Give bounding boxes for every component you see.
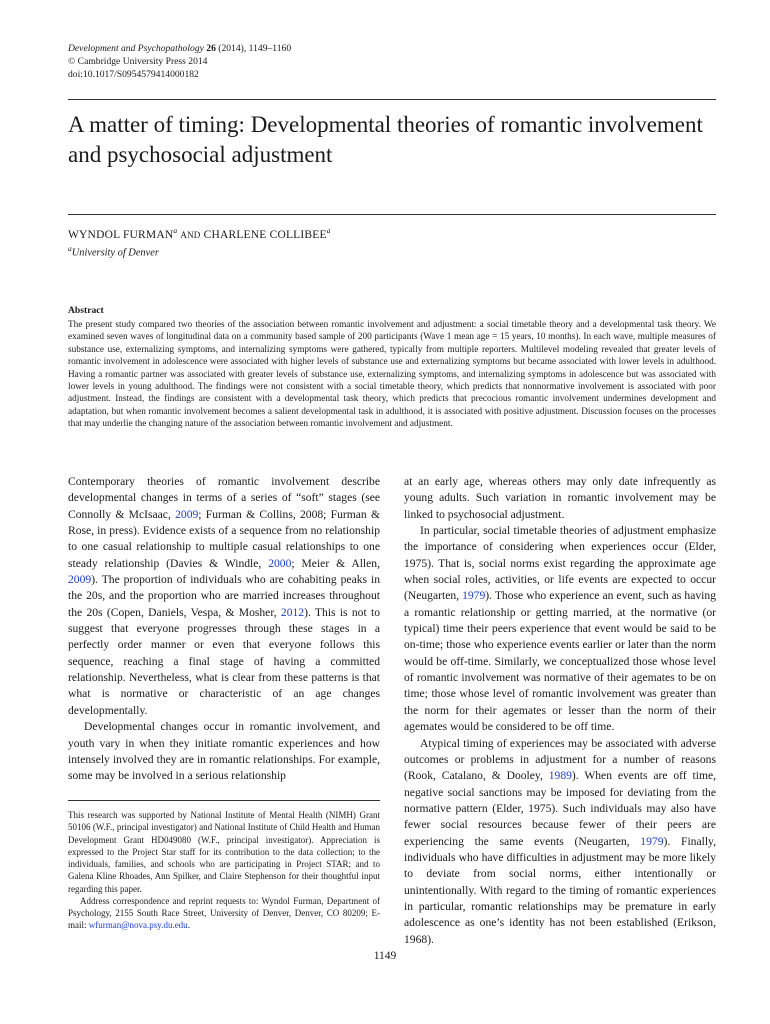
- author-line: [68, 226, 331, 241]
- affiliation-mark: a: [68, 244, 72, 253]
- author-name: WYNDOL FURMAN: [68, 228, 174, 241]
- affiliation-text: University of Denver: [71, 247, 159, 259]
- body-paragraph: Developmental changes occur in romantic involvement, and youth vary in when they initiate romantic experiences and how intensely involved they are in romantic relationships. For example, some may be involved in a serious relationship: [68, 720, 380, 783]
- text-run: Atypical timing of experiences may be associated with adverse outcomes or problems in adjustment for a number of reasons (Rook, Catalano, & Dooley,: [404, 736, 716, 783]
- author-name: CHARLENE COLLIBEE: [203, 228, 327, 241]
- text-run: ). The proportion of individuals who are cohabiting peaks in the 20s, and the proportion who are married increases throughout the 20s (Copen, Daniels, Vespa, & Mosher,: [68, 573, 380, 619]
- text-run: Contemporary theories of romantic involvement describe developmental changes in terms of a series of “soft” stages (see Connolly & McIsaac,: [68, 475, 380, 521]
- citation-link[interactable]: 1979: [462, 589, 486, 603]
- body-paragraph: at an early age, whereas others may only date infrequently as young adults. Such variation in romantic involvement may be linked to psychosocial adjustment.: [404, 475, 716, 521]
- text-run: .: [187, 920, 190, 931]
- email-link[interactable]: wfurman@nova.psy.du.edu: [88, 920, 188, 931]
- doi-line: doi:10.1017/S0954579414000182: [68, 68, 199, 80]
- title-rule: [68, 214, 716, 215]
- header-rule: [68, 99, 716, 100]
- author-affiliation-mark: a: [173, 226, 178, 235]
- copyright-line: © Cambridge University Press 2014: [68, 55, 208, 67]
- text-run: ). This is not to suggest that everyone progresses through these stages in a perfectly order manner or even that everyone follows this sequence, reaching a final stage of having a committed relationship. Nevertheless, what is clear from these patterns is that what is normative or characteristic of an age changes developmentally.: [68, 605, 380, 717]
- footnote-rule: [68, 800, 380, 801]
- text-run: Address correspondence and reprint requests to: Wyndol Furman, Department of Psychology, 2155 South Race Street, University of Denver, Denver, CO 80209; E-mail:: [68, 895, 380, 931]
- author-affiliation-mark: a: [326, 226, 331, 235]
- body-paragraph: [404, 523, 716, 735]
- page-number: 1149: [373, 950, 397, 962]
- text-run: ). Finally, individuals who have difficulties in adjustment may be more likely to deviate from social norms, either intentionally or unintentionally. With regard to the timing of romantic experiences in particular, romantic relationships may be premature in early adolescence as one’s identity has not been established (Erikson, 1968).: [404, 834, 716, 946]
- journal-name: Development and Psychopathology: [68, 43, 204, 54]
- footnote: [68, 809, 380, 932]
- citation-link[interactable]: 2009: [175, 507, 199, 521]
- correspondence-note: [68, 895, 380, 932]
- funding-note: This research was supported by National Institute of Mental Health (NIMH) Grant 50106 (W.F., principal investigator) and National Institute of Child Health and Human Development Grant HD049080 (W.F., principal investigator). Appreciation is expressed to the Project Star staff for its contribution to the data collection; to the individuals, families, and schools who are participating in Project STAR; and to Galena Kline Rhoades, Ann Spilker, and Claire Stephenson for their thoughtful input regarding this paper.: [68, 810, 380, 894]
- journal-volume: 26: [206, 43, 216, 54]
- body-column-right: [404, 474, 716, 948]
- text-run: In particular, social timetable theories of adjustment emphasize the importance of considering when experiences occur (Elder, 1975). That is, social norms exist regarding the approximate age when social roles, activities, or life events are expected to occur (Neugarten,: [404, 524, 716, 603]
- citation-link[interactable]: 1979: [640, 834, 664, 848]
- paper-title: A matter of timing: Developmental theories of romantic involvement and psychosocial adjustment: [68, 112, 703, 167]
- body-paragraph: [404, 736, 716, 948]
- text-run: ; Furman & Collins, 2008; Furman & Rose, in press). Evidence exists of a sequence from no relationship to one casual relationship to multiple casual relationships to one steady relationship (Davies & Windle,: [68, 507, 380, 570]
- journal-year-pages: (2014), 1149–1160: [218, 43, 292, 54]
- citation-link[interactable]: 1989: [548, 769, 572, 783]
- abstract-text: The present study compared two theories of the association between romantic involvement and adjustment: a social timetable theory and a developmental task theory. We examined seven waves of longitudinal data on a community based sample of 200 participants (Wave 1 mean age = 15 years, 10 months). In each wave, multiple measures of substance use, externalizing symptoms, and internalizing symptoms were gathered, typically from multiple reporters. Multilevel modeling revealed that greater levels of romantic involvement in adolescence were associated with higher levels of substance use and externalizing symptoms but became associated with lower levels in adulthood. Having a romantic partner was associated with greater levels of substance use, externalizing symptoms, and internalizing symptoms in adolescence but was associated with lower levels in young adulthood. The findings were not consistent with a social timetable theory, which predicts that nonnormative involvement is associated with poor adjustment. Instead, the findings are consistent with a developmental task theory, which predicts that precocious romantic involvement undermines development and adaptation, but when romantic involvement becomes a salient developmental task in adulthood, it is associated with positive adjustment. Discussion focuses on the processes that may underlie the changing nature of the association between romantic involvement and adjustment.: [68, 320, 716, 430]
- body-column-left: [68, 474, 380, 785]
- abstract-heading: Abstract: [68, 305, 104, 316]
- text-run: ). Those who experience an event, such as having a romantic relationship or getting married, at the normative (or typical) time their peers experience that event would be said to be on-time; those who experience events earlier or later than the norm would be off-time. Similarly, we conceptualized those whose level of romantic involvement was normative of their agemates to be on time; those whose level of romantic involvement was greater than the norm for their agemates or lesser than the norm of their agemates would be considered to be off time.: [404, 589, 716, 734]
- affiliation: [68, 244, 159, 258]
- author-conjunction: AND: [180, 229, 201, 240]
- citation-link[interactable]: 2009: [68, 573, 92, 587]
- citation-link[interactable]: 2012: [280, 605, 305, 619]
- body-paragraph: [68, 474, 380, 719]
- text-run: ; Meier & Allen,: [291, 556, 380, 570]
- journal-citation: [68, 43, 291, 56]
- citation-link[interactable]: 2000: [268, 556, 292, 570]
- text-run: ). When events are off time, negative social sanctions may be imposed for deviating from the normative pattern (Elder, 1975). Such individuals may also have fewer social resources because fewer of their peers are experiencing the same events (Neugarten,: [404, 769, 717, 848]
- running-header: [68, 43, 291, 81]
